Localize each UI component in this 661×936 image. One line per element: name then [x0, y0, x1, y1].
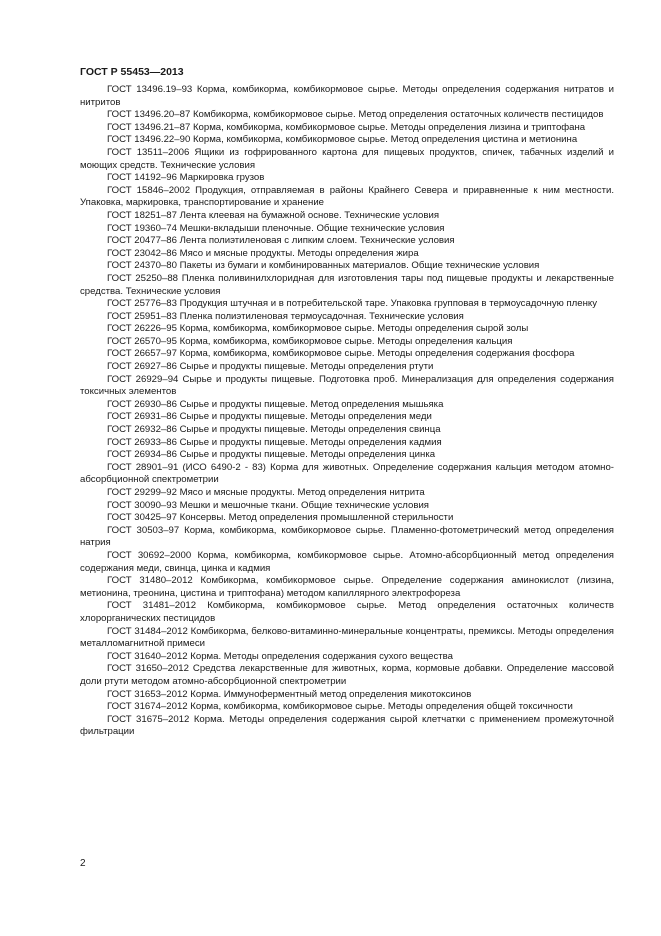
reference-entry: ГОСТ 26934–86 Сырье и продукты пищевые. Методы определения цинка [107, 449, 436, 461]
reference-entry: ГОСТ 13496.21–87 Корма, комбикорма, комбикормовое сырье. Методы определения лизина и триптофана [107, 121, 586, 133]
reference-entry: ГОСТ 14192–96 Маркировка грузов [107, 172, 265, 184]
reference-entry: ГОСТ 19360–74 Мешки-вкладыши пленочные. Общие технические условия [107, 222, 445, 234]
reference-entry: ГОСТ 31674–2012 Корма, комбикорма, комбикормовое сырье. Методы определения общей токсичности [107, 701, 573, 713]
reference-entry: ГОСТ 31653–2012 Корма. Иммуноферментный метод определения микотоксинов [107, 688, 472, 700]
reference-entry: ГОСТ 25250–88 Пленка поливинилхлоридная для изготовления тары под пищевые продукты и лекарственные средства. Технические условия [80, 272, 614, 297]
reference-entry: ГОСТ 23042–86 Мясо и мясные продукты. Методы определения жира [107, 247, 419, 259]
reference-entry: ГОСТ 13511–2006 Ящики из гофрированного картона для пищевых продуктов, спичек, табачных изделий и моющих средств. Технические условия [80, 146, 614, 171]
reference-entry: ГОСТ 26226–95 Корма, комбикорма, комбикормовое сырье. Методы определения сырой золы [107, 323, 529, 335]
reference-entry: ГОСТ 31675–2012 Корма. Методы определения содержания сырой клетчатки с применением промежуточной фильтрации [80, 713, 614, 738]
reference-entry: ГОСТ 31480–2012 Комбикорма, комбикормовое сырье. Определение содержания аминокислот (лизина, метионина, треонина, цистина и триптофана) методом капиллярного электрофореза [80, 575, 614, 599]
reference-entry: ГОСТ 31484–2012 Комбикорма, белково-витаминно-минеральные концентраты, премиксы. Методы определения металломагнитной примеси [80, 625, 614, 650]
reference-entry: ГОСТ 26933–86 Сырье и продукты пищевые. Методы определения кадмия [107, 436, 442, 448]
reference-entry: ГОСТ 30692–2000 Корма, комбикорма, комбикормовое сырье. Атомно-абсорбционный метод определения содержания меди, свинца, цинка и кадмия [80, 549, 614, 574]
reference-entry: ГОСТ 15846–2002 Продукция, отправляемая в районы Крайнего Севера и приравненные к ним местности. Упаковка, маркировка, транспортирование и хранение [80, 184, 614, 209]
reference-entry: ГОСТ 31481–2012 Комбикорма, комбикормовое сырье. Метод определения остаточных количеств хлорорганических пестицидов [80, 600, 614, 624]
reference-entry: ГОСТ 30425–97 Консервы. Метод определения промышленной стерильности [107, 512, 454, 524]
reference-entry: ГОСТ 31640–2012 Корма. Методы определения содержания сухого вещества [107, 650, 453, 662]
reference-entry: ГОСТ 29299–92 Мясо и мясные продукты. Метод определения нитрита [107, 487, 425, 498]
reference-list [80, 84, 614, 739]
page-number: 2 [80, 858, 86, 869]
reference-entry: ГОСТ 30090–93 Мешки и мешочные ткани. Общие технические условия [107, 499, 429, 511]
reference-entry: ГОСТ 26929–94 Сырье и продукты пищевые. Подготовка проб. Минерализация для определения содержания токсичных элементов [80, 373, 614, 398]
reference-entry: ГОСТ 26932–86 Сырье и продукты пищевые. Методы определения свинца [107, 424, 441, 436]
reference-entry: ГОСТ 25951–83 Пленка полиэтиленовая термоусадочная. Технические условия [107, 310, 464, 322]
reference-entry: ГОСТ 30503–97 Корма, комбикорма, комбикормовое сырье. Пламенно-фотометрический метод определения натрия [80, 524, 614, 549]
reference-entry: ГОСТ 13496.22–90 Корма, комбикорма, комбикормовое сырье. Метод определения цистина и метионина [107, 134, 578, 146]
reference-entry: ГОСТ 26570–95 Корма, комбикорма, комбикормовое сырье. Методы определения кальция [107, 335, 513, 347]
document-header: ГОСТ Р 55453—2013 [80, 66, 184, 78]
reference-entry: ГОСТ 26657–97 Корма, комбикорма, комбикормовое сырье. Методы определения содержания фосфора [107, 348, 575, 360]
reference-entry: ГОСТ 25776–83 Продукция штучная и в потребительской таре. Упаковка групповая в термоусадочную пленку [107, 298, 598, 310]
reference-entry: ГОСТ 26930–86 Сырье и продукты пищевые. Метод определения мышьяка [107, 398, 444, 410]
reference-entry: ГОСТ 28901–91 (ИСО 6490-2 - 83) Корма для животных. Определение содержания кальция методом атомно-абсорбционной спектрометрии [80, 461, 614, 486]
reference-entry: ГОСТ 13496.19–93 Корма, комбикорма, комбикормовое сырье. Методы определения содержания нитратов и нитритов [80, 84, 614, 108]
reference-entry: ГОСТ 20477–86 Лента полиэтиленовая с липким слоем. Технические условия [107, 235, 455, 247]
reference-entry: ГОСТ 26927–86 Сырье и продукты пищевые. Методы определения ртути [107, 361, 434, 373]
reference-entry: ГОСТ 26931–86 Сырье и продукты пищевые. Методы определения меди [107, 411, 432, 423]
reference-entry: ГОСТ 31650–2012 Средства лекарственные для животных, корма, кормовые добавки. Определение массовой доли ртути методом атомно-абсорбционной спектрометрии [80, 663, 614, 687]
reference-entry: ГОСТ 24370–80 Пакеты из бумаги и комбинированных материалов. Общие технические условия [107, 260, 540, 272]
reference-entry: ГОСТ 13496.20–87 Комбикорма, комбикормовое сырье. Метод определения остаточных количеств пестицидов [107, 109, 604, 121]
reference-entry: ГОСТ 18251–87 Лента клеевая на бумажной основе. Технические условия [107, 209, 440, 221]
